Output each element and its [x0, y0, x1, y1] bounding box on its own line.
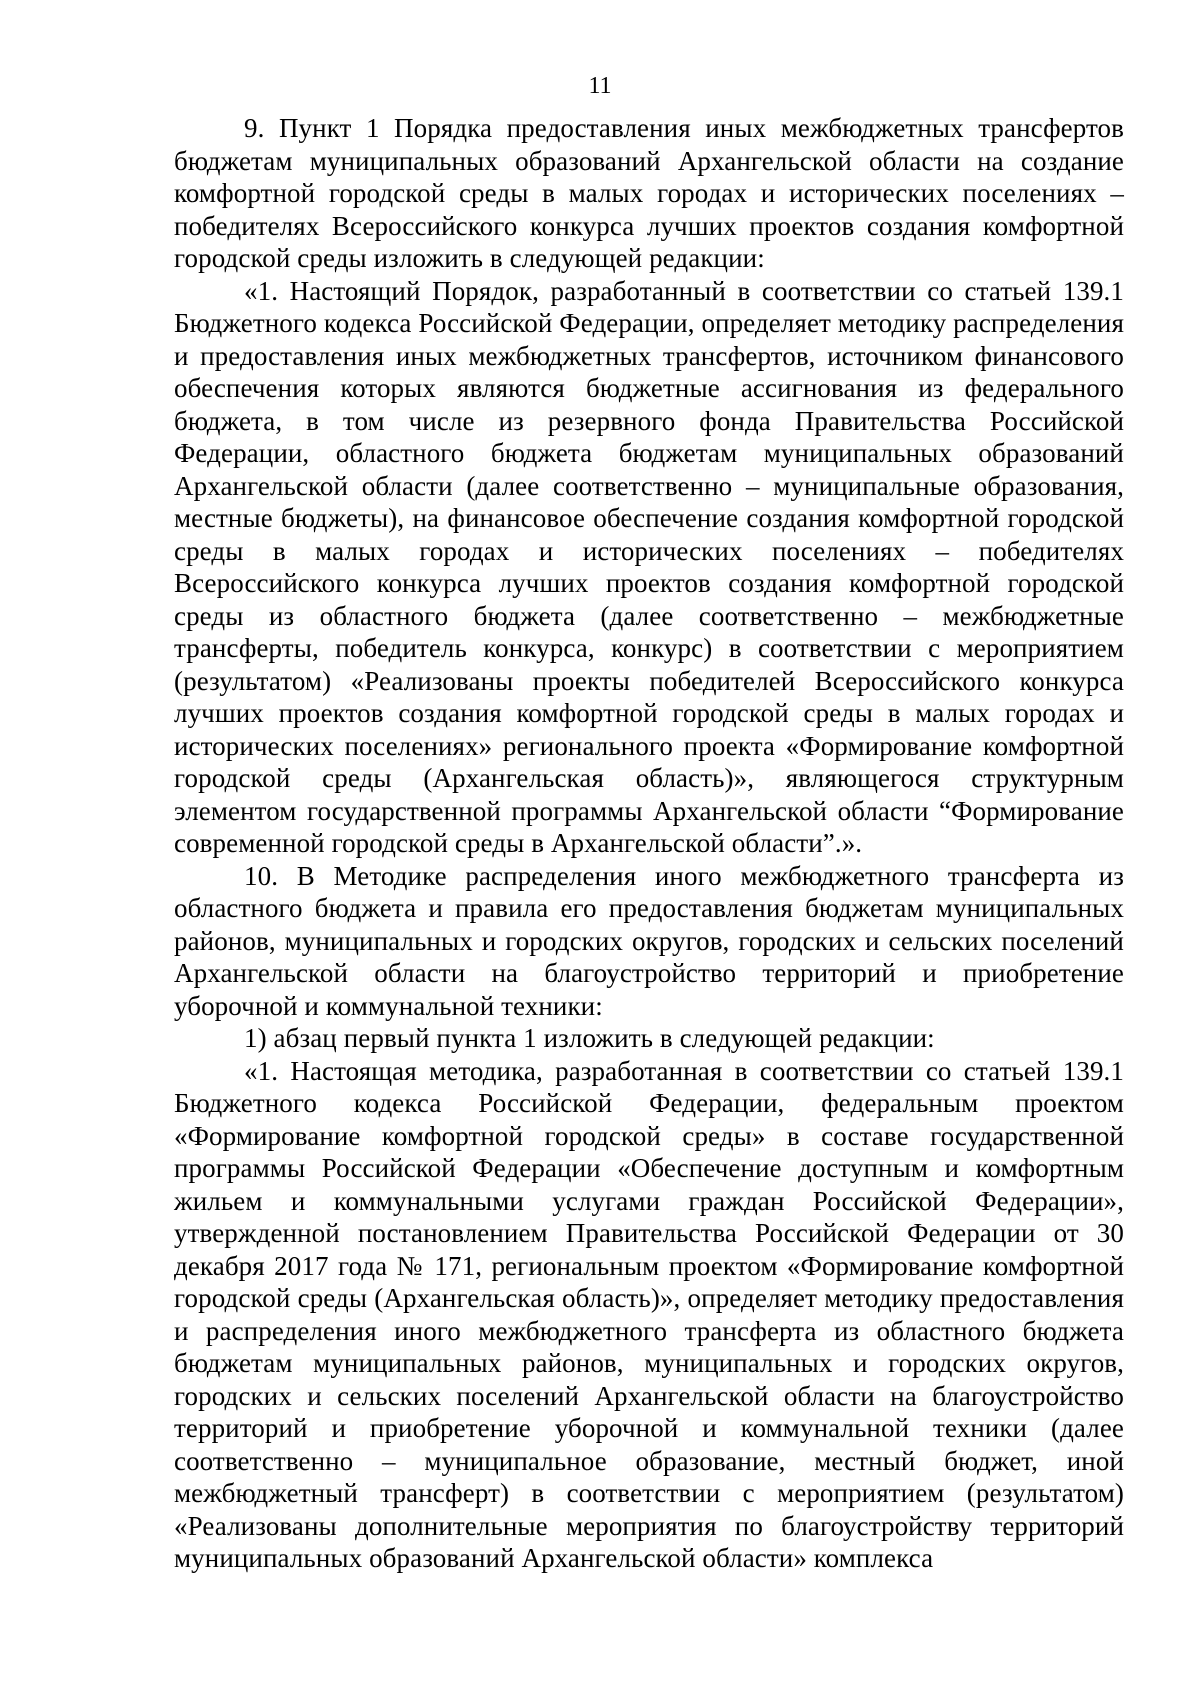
page-number: 11: [588, 73, 612, 99]
paragraph-subitem-1: 1) абзац первый пункта 1 изложить в следующей редакции:: [244, 1023, 935, 1053]
paragraph-quoted-point-1: «1. Настоящий Порядок, разработанный в соответствии со статьей 139.1 Бюджетного кодекса Российской Федерации, определяет методику распределения и предоставления иных межбюджетных трансфертов, источником финансового обеспечения которых являются бюджетные ассигнования из федерального бюджета, в том числе из резервного фонда Правительства Российской Федерации, областного бюджета бюджетам муниципальных образований Архангельской области (далее соответственно – муниципальные образования, местные бюджеты), на финансовое обеспечение создания комфортной городской среды в малых городах и исторических поселениях – победителях Всероссийского конкурса лучших проектов создания комфортной городской среды из областного бюджета (далее соответственно – межбюджетные трансферты, победитель конкурса, конкурс) в соответствии с мероприятием (результатом) «Реализованы проекты победителей Всероссийского конкурса лучших проектов создания комфортной городской среды в малых городах и исторических поселениях» регионального проекта «Формирование комфортной городской среды (Архангельская область)», являющегося структурным элементом государственной программы Архангельской области “Формирование современной городской среды в Архангельской области”.».: [174, 275, 1124, 858]
document-body: [174, 112, 1124, 1575]
paragraph-item-9: 9. Пункт 1 Порядка предоставления иных межбюджетных трансфертов бюджетам муниципальных образований Архангельской области на создание комфортной городской среды в малых городах и исторических поселениях – победителях Всероссийского конкурса лучших проектов создания комфортной городской среды изложить в следующей редакции:: [174, 113, 1124, 273]
paragraph-quoted-methodology-1: «1. Настоящая методика, разработанная в соответствии со статьей 139.1 Бюджетного кодекса Российской Федерации, федеральным проектом «Формирование комфортной городской среды» в составе государственной программы Российской Федерации «Обеспечение доступным и комфортным жильем и коммунальными услугами граждан Российской Федерации», утвержденной постановлением Правительства Российской Федерации от 30 декабря 2017 года № 171, региональным проектом «Формирование комфортной городской среды (Архангельская область)», определяет методику предоставления и распределения иного межбюджетного трансферта из областного бюджета бюджетам муниципальных районов, муниципальных и городских округов, городских и сельских поселений Архангельской области на благоустройство территорий и приобретение уборочной и коммунальной техники (далее соответственно – муниципальное образование, местный бюджет, иной межбюджетный трансферт) в соответствии с мероприятием (результатом) «Реализованы дополнительные мероприятия по благоустройству территорий муниципальных образований Архангельской области» комплекса: [174, 1055, 1124, 1573]
paragraph-item-10: 10. В Методике распределения иного межбюджетного трансферта из областного бюджета и правила его предоставления бюджетам муниципальных районов, муниципальных и городских округов, городских и сельских поселений Архангельской области на благоустройство территорий и приобретение уборочной и коммунальной техники:: [174, 860, 1124, 1021]
